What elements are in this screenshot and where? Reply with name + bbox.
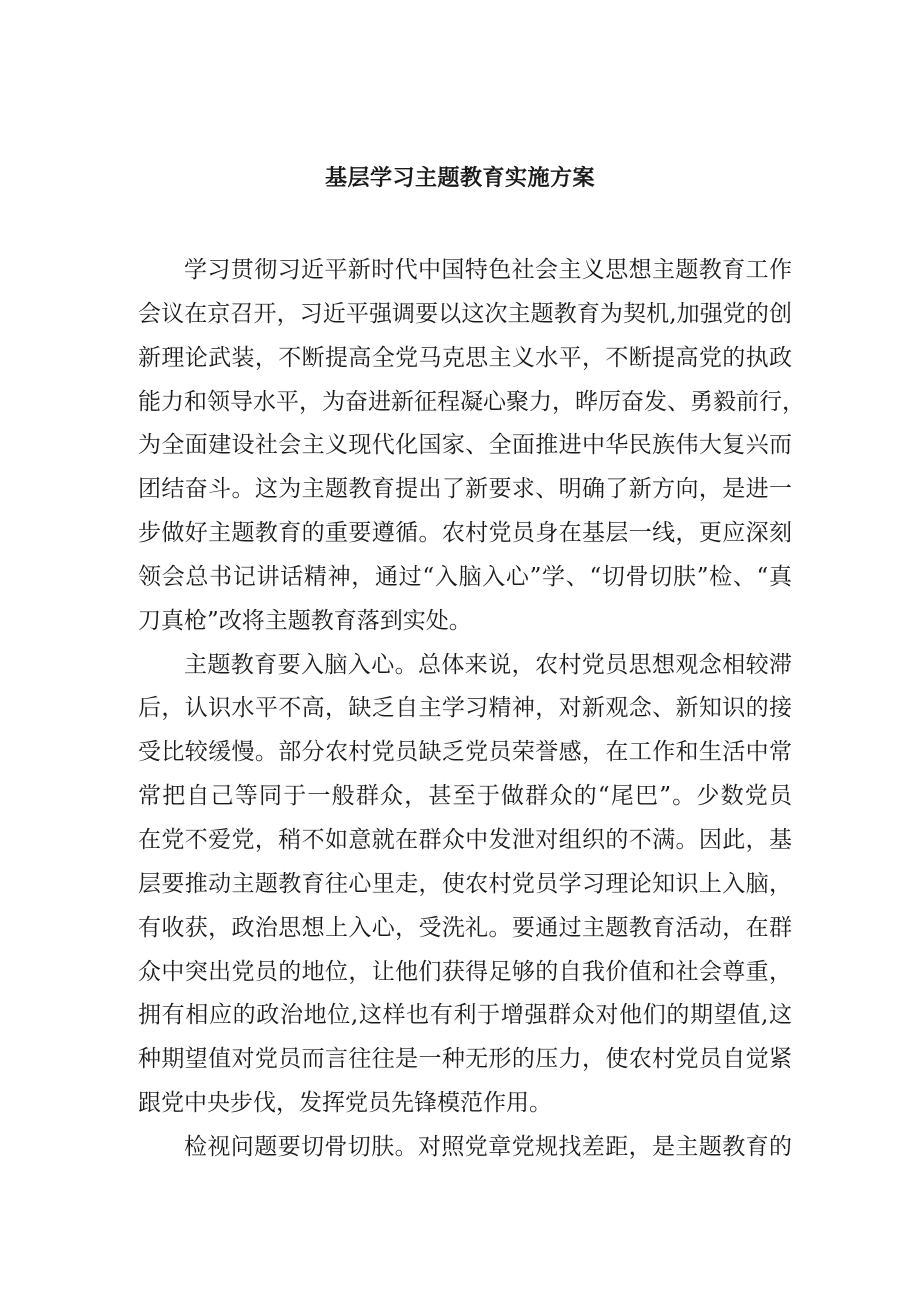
paragraph-2-line: 众中突出党员的地位，让他们获得足够的自我价值和社会尊重， [138,958,792,985]
paragraph-2-line: 主题教育要入脑入心。总体来说，农村党员思想观念相较滞 [184,651,792,678]
paragraph-1-line: 能力和领导水平，为奋进新征程凝心聚力，晔厉奋发、勇毅前行， [138,388,805,415]
paragraph-1-line: 团结奋斗。这为主题教育提出了新要求、明确了新方向，是进一 [138,476,792,503]
paragraph-2-line: 跟党中央步伐，发挥党员先锋模范作用。 [138,1090,552,1117]
paragraph-2-line: 种期望值对党员而言往往是一种无形的压力，使农村党员自觉紧 [138,1046,792,1073]
document-body [138,249,805,1170]
paragraph-1-line: 会议在京召开，习近平强调要以这次主题教育为契机,加强党的创 [138,300,792,327]
paragraph-1-line: 学习贯彻习近平新时代中国特色社会主义思想主题教育工作 [184,257,792,283]
paragraph-2-line: 层要推动主题教育往心里走，使农村党员学习理论知识上入脑， [138,870,792,897]
paragraph-1-line: 为全面建设社会主义现代化国家、全面推进中华民族伟大复兴而 [138,432,792,459]
paragraph-1-line: 领会总书记讲话精神，通过“入脑入心”学、“切骨切肤”检、“真 [138,563,792,590]
document-title: 基层学习主题教育实施方案 [324,165,595,191]
paragraph-2-line: 后，认识水平不高，缺乏自主学习精神，对新观念、新知识的接 [138,695,792,722]
paragraph-1-line: 步做好主题教育的重要遵循。农村党员身在基层一线，更应深刻 [138,520,792,547]
paragraph-1-line: 新理论武装，不断提高全党马克思主义水平，不断提高党的执政 [138,344,792,371]
paragraph-3-line: 检视问题要切骨切肤。对照党章党规找差距，是主题教育的 [184,1133,792,1160]
paragraph-2-line: 拥有相应的政治地位,这样也有利于增强群众对他们的期望值,这 [138,1002,792,1029]
paragraph-2-line: 在党不爱党，稍不如意就在群众中发泄对组织的不满。因此，基 [138,826,792,853]
paragraph-1-line: 刀真枪”改将主题教育落到实处。 [138,607,472,634]
paragraph-2-line: 受比较缓慢。部分农村党员缺乏党员荣誉感，在工作和生活中常 [138,739,792,766]
paragraph-2-line: 常把自己等同于一般群众，甚至于做群众的“尾巴”。少数党员 [138,783,792,810]
paragraph-2-line: 有收获，政治思想上入心，受洗礼。要通过主题教育活动，在群 [138,914,792,941]
